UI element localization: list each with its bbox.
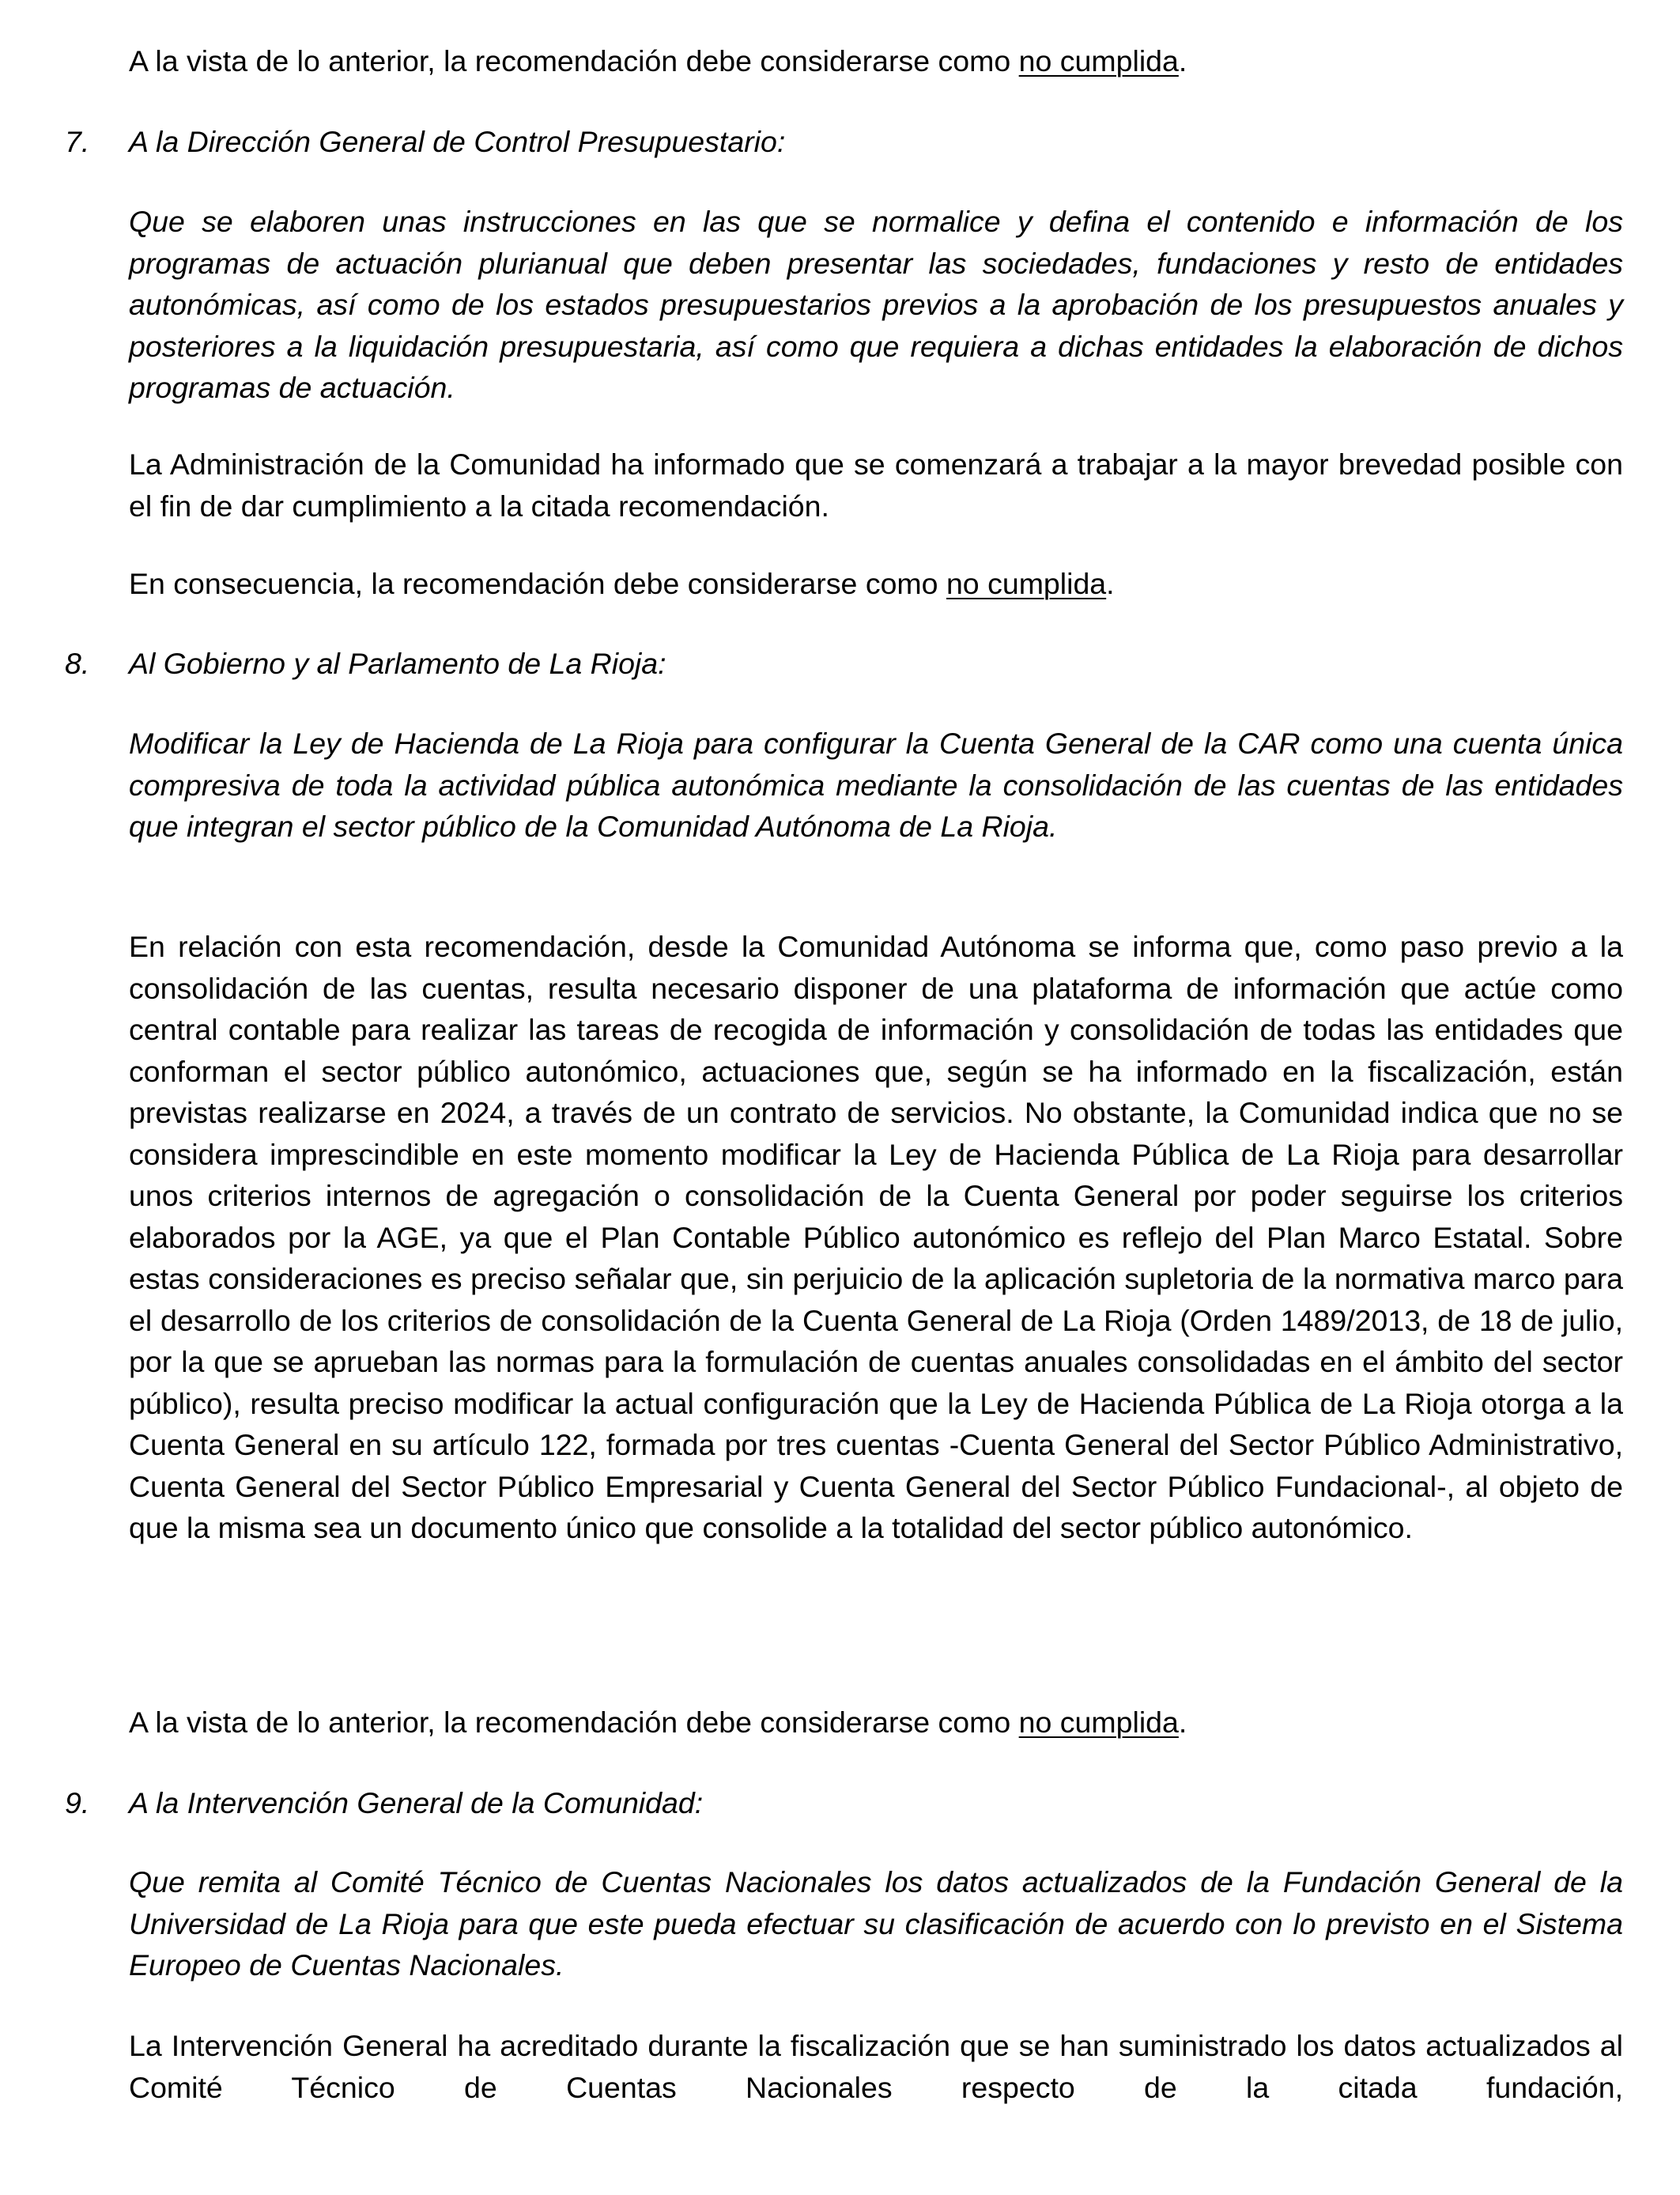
conclusion-suffix: .: [1106, 567, 1115, 600]
recommendation-8-conclusion: [129, 1702, 1623, 1744]
recommendation-7-text: Que se elaboren unas instrucciones en las que se normalice y defina el contenido e información de los programas de actuación plurianual que deben presentar las sociedades, fundaciones y resto de entidades autonómicas, así como de los estados presupuestarios previos a la aprobación de los presupuestos anuales y posteriores a la liquidación presupuestaria, así como que requiera a dichas entidades la elaboración de dichos programas de actuación.: [129, 205, 1623, 404]
addressee: A la Dirección General de Control Presupuestario:: [129, 125, 786, 158]
recommendation-7-conclusion: [129, 563, 1623, 605]
addressee: A la Intervención General de la Comunidad:: [129, 1786, 704, 1819]
status-not-fulfilled: no cumplida: [946, 567, 1107, 600]
conclusion-text: A la vista de lo anterior, la recomendación debe considerarse como: [129, 44, 1019, 77]
recommendation-8-text: Modificar la Ley de Hacienda de La Rioja para configurar la Cuenta General de la CAR como una cuenta única compresiva de toda la actividad pública autonómica mediante la consolidación de las cuentas de las entidades que integran el sector público de la Comunidad Autónoma de La Rioja.: [129, 727, 1623, 843]
recommendation-9-response: La Intervención General ha acreditado durante la fiscalización que se han suministrado los datos actualizados al Comité Técnico de Cuentas Nacionales respecto de la citada fundación,: [129, 2029, 1623, 2104]
recommendation-9-text: Que remita al Comité Técnico de Cuentas Nacionales los datos actualizados de la Fundación General de la Universidad de La Rioja para que este pueda efectuar su clasificación de acuerdo con lo previsto en el Sistema Europeo de Cuentas Nacionales.: [129, 1865, 1623, 1982]
list-number: 7.: [65, 125, 90, 158]
conclusion-paragraph: [129, 40, 1623, 82]
conclusion-suffix: .: [1178, 1706, 1187, 1739]
recommendation-7-response: La Administración de la Comunidad ha informado que se comenzará a trabajar a la mayor brevedad posible con el fin de dar cumplimiento a la citada recomendación.: [129, 448, 1623, 523]
status-not-fulfilled: no cumplida: [1018, 44, 1179, 77]
recommendation-9-heading: [65, 1782, 1622, 1824]
conclusion-text: A la vista de lo anterior, la recomendación debe considerarse como: [129, 1706, 1019, 1739]
list-number: 9.: [65, 1786, 90, 1819]
list-number: 8.: [65, 647, 90, 680]
recommendation-7-heading: [65, 121, 1622, 163]
recommendation-8-heading: [65, 643, 1622, 685]
conclusion-text: En consecuencia, la recomendación debe considerarse como: [129, 567, 946, 600]
addressee: Al Gobierno y al Parlamento de La Rioja:: [129, 647, 666, 680]
recommendation-8-response: En relación con esta recomendación, desde la Comunidad Autónoma se informa que, como paso previo a la consolidación de las cuentas, resulta necesario disponer de una plataforma de información que actúe como central contable para realizar las tareas de recogida de información y consolidación de todas las entidades que conforman el sector público autonómico, actuaciones que, según se ha informado en la fiscalización, están previstas realizarse en 2024, a través de un contrato de servicios. No obstante, la Comunidad indica que no se considera imprescindible en este momento modificar la Ley de Hacienda Pública de La Rioja para desarrollar unos criterios internos de agregación o consolidación de la Cuenta General por poder seguirse los criterios elaborados por la AGE, ya que el Plan Contable Público autonómico es reflejo del Plan Marco Estatal. Sobre estas consideraciones es preciso señalar que, sin perjuicio de la aplicación supletoria de la normativa marco para el desarrollo de los criterios de consolidación de la Cuenta General de La Rioja (Orden 1489/2013, de 18 de julio, por la que se aprueban las normas para la formulación de cuentas anuales consolidadas en el ámbito del sector público), resulta preciso modificar la actual configuración que la Ley de Hacienda Pública de La Rioja otorga a la Cuenta General en su artículo 122, formada por tres cuentas -Cuenta General del Sector Público Administrativo, Cuenta General del Sector Público Empresarial y Cuenta General del Sector Público Fundacional-, al objeto de que la misma sea un documento único que consolide a la totalidad del sector público autonómico.: [129, 930, 1623, 1544]
conclusion-suffix: .: [1178, 44, 1187, 77]
status-not-fulfilled: no cumplida: [1018, 1706, 1179, 1739]
